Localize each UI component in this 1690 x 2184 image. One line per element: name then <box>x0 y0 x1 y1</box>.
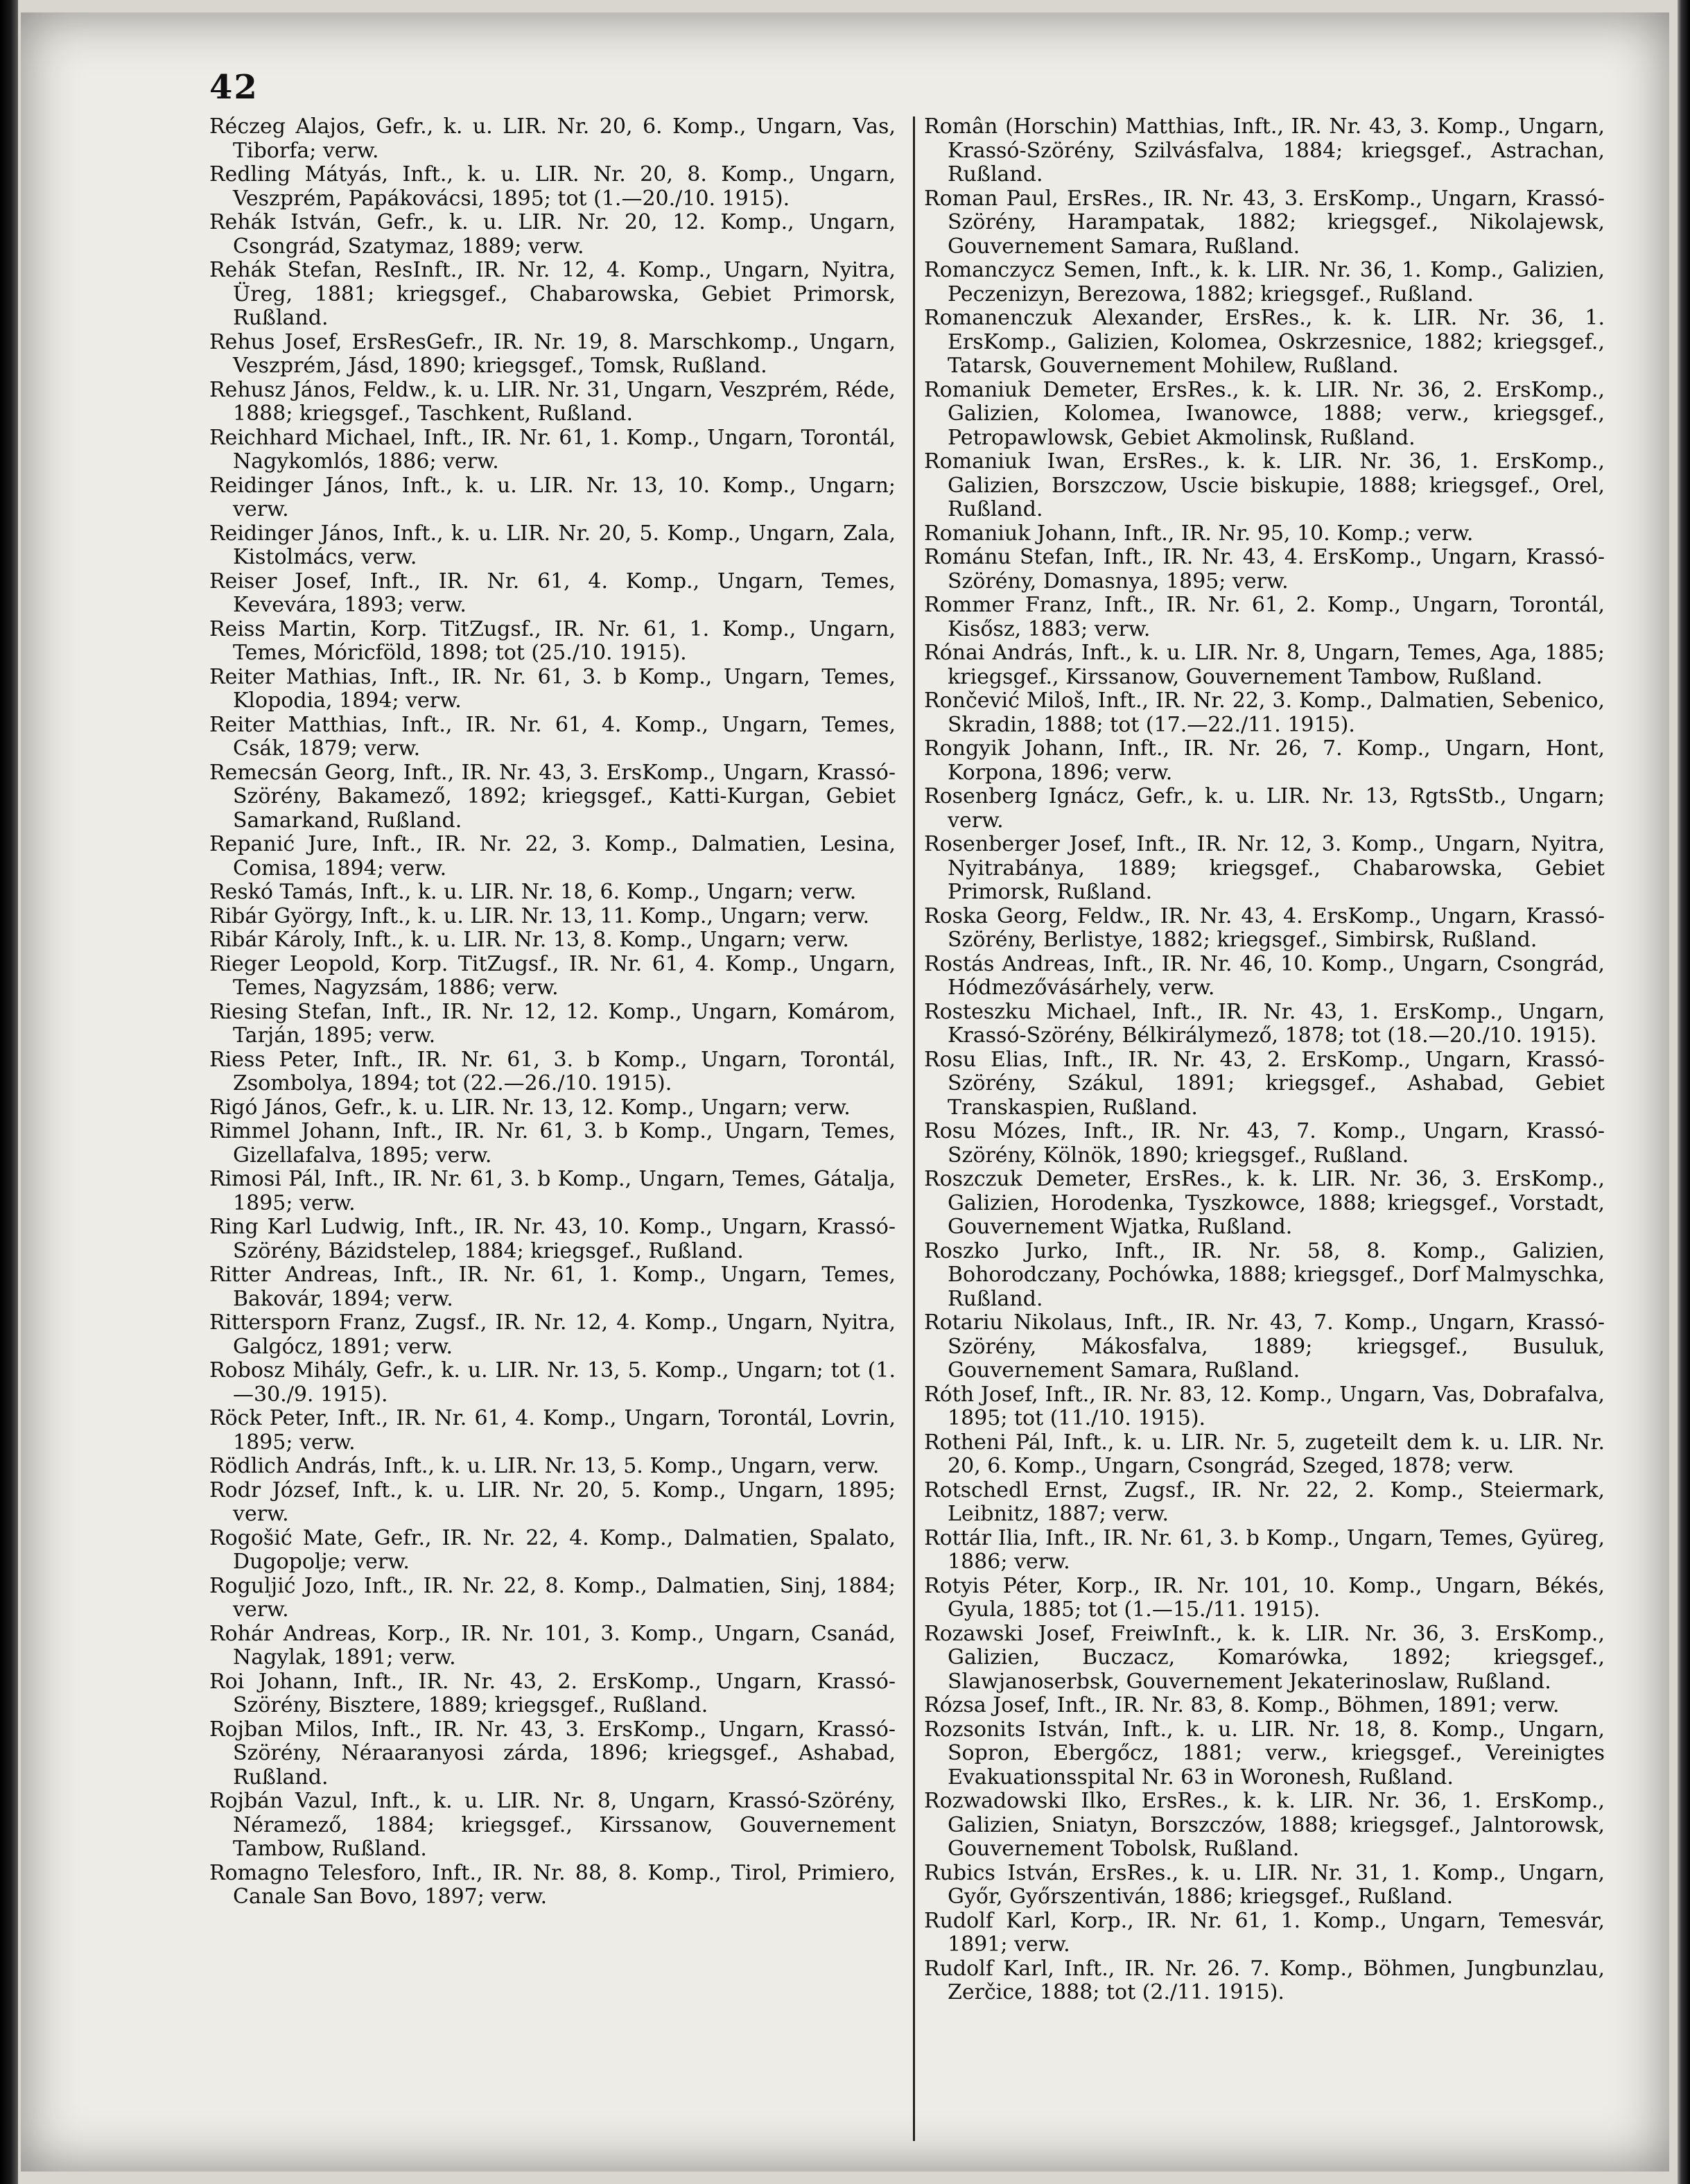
register-entry: Romanenczuk Alexander, ErsRes., k. k. LIR. Nr. 36, 1. ErsKomp., Galizien, Kolomea, Oskrzesnice, 1882; kriegsgef., Tatarsk, Gouvernement Mohilew, Rußland. <box>924 306 1605 378</box>
register-entry: Rohár Andreas, Korp., IR. Nr. 101, 3. Komp., Ungarn, Csanád, Nagylak, 1891; verw. <box>209 1621 896 1670</box>
register-entry: Rónai András, Inft., k. u. LIR. Nr. 8, Ungarn, Temes, Aga, 1885; kriegsgef., Kirssanow, Gouvernement Tambow, Rußland. <box>924 641 1605 689</box>
register-entry: Rončević Miloš, Inft., IR. Nr. 22, 3. Komp., Dalmatien, Sebenico, Skradin, 1888; tot (17.—22./11. 1915). <box>924 688 1605 737</box>
register-entry: Rosu Elias, Inft., IR. Nr. 43, 2. ErsKomp., Ungarn, Krassó-Szörény, Szákul, 1891; kriegsgef., Ashabad, Gebiet Transkaspien, Rußland. <box>924 1047 1605 1120</box>
register-entry: Roi Johann, Inft., IR. Nr. 43, 2. ErsKomp., Ungarn, Krassó-Szörény, Bisztere, 1889; kriegsgef., Rußland. <box>209 1669 896 1717</box>
register-entry: Rudolf Karl, Inft., IR. Nr. 26. 7. Komp., Böhmen, Jungbunzlau, Zerčice, 1888; tot (2./11. 1915). <box>924 1956 1605 2004</box>
register-entry: Rosenberger Josef, Inft., IR. Nr. 12, 3. Komp., Ungarn, Nyitra, Nyitrabánya, 1889; kriegsgef., Chabarowska, Gebiet Primorsk, Rußland. <box>924 832 1605 904</box>
register-entry: Rudolf Karl, Korp., IR. Nr. 61, 1. Komp., Ungarn, Temesvár, 1891; verw. <box>924 1908 1605 1957</box>
register-entry: Röck Peter, Inft., IR. Nr. 61, 4. Komp., Ungarn, Torontál, Lovrin, 1895; verw. <box>209 1406 896 1455</box>
register-entry: Ribár Károly, Inft., k. u. LIR. Nr. 13, 8. Komp., Ungarn; verw. <box>209 928 849 952</box>
register-entry: Repanić Jure, Inft., IR. Nr. 22, 3. Komp., Dalmatien, Lesina, Comisa, 1894; verw. <box>209 832 896 881</box>
register-entry: Rozawski Josef, FreiwInft., k. k. LIR. Nr. 36, 3. ErsKomp., Galizien, Buczacz, Komarówka, 1892; kriegsgef., Slawjanoserbsk, Gouvernement Jekaterinoslaw, Rußland. <box>924 1621 1605 1694</box>
right-column <box>924 115 1605 2005</box>
register-entry: Rosenberg Ignácz, Gefr., k. u. LIR. Nr. 13, RgtsStb., Ungarn; verw. <box>924 784 1605 833</box>
register-entry: Roman Paul, ErsRes., IR. Nr. 43, 3. ErsKomp., Ungarn, Krassó-Szörény, Harampatak, 1882; kriegsgef., Nikolajewsk, Gouvernement Samara, Rußland. <box>924 186 1605 259</box>
register-entry: Rogošić Mate, Gefr., IR. Nr. 22, 4. Komp., Dalmatien, Spalato, Dugopolje; verw. <box>209 1525 896 1574</box>
book-spine-shadow <box>0 0 18 2184</box>
register-entry: Ribár György, Inft., k. u. LIR. Nr. 13, 11. Komp., Ungarn; verw. <box>209 903 870 928</box>
register-entry: Reiter Mathias, Inft., IR. Nr. 61, 3. b Komp., Ungarn, Temes, Klopodia, 1894; verw. <box>209 664 896 713</box>
register-entry: Reskó Tamás, Inft., k. u. LIR. Nr. 18, 6. Komp., Ungarn; verw. <box>209 880 857 904</box>
register-entry: Rottár Ilia, Inft., IR. Nr. 61, 3. b Komp., Ungarn, Temes, Gyüreg, 1886; verw. <box>924 1525 1605 1574</box>
register-entry: Rubics István, ErsRes., k. u. LIR. Nr. 31, 1. Komp., Ungarn, Győr, Győrszentiván, 1886; kriegsgef., Rußland. <box>924 1860 1605 1909</box>
register-entry: Rieger Leopold, Korp. TitZugsf., IR. Nr. 61, 4. Komp., Ungarn, Temes, Nagyzsám, 1886; verw. <box>209 951 896 1000</box>
register-entry: Reidinger János, Inft., k. u. LIR. Nr. 13, 10. Komp., Ungarn; verw. <box>209 473 896 521</box>
register-entry: Rodr József, Inft., k. u. LIR. Nr. 20, 5. Komp., Ungarn, 1895; verw. <box>209 1477 896 1526</box>
page-edge-shadow <box>1678 0 1690 2184</box>
register-entry: Riess Peter, Inft., IR. Nr. 61, 3. b Komp., Ungarn, Torontál, Zsombolya, 1894; tot (22.—26./10. 1915). <box>209 1047 896 1095</box>
register-entry: Riesing Stefan, Inft., IR. Nr. 12, 12. Komp., Ungarn, Komárom, Tarján, 1895; verw. <box>209 999 896 1048</box>
register-entry: Reiter Matthias, Inft., IR. Nr. 61, 4. Komp., Ungarn, Temes, Csák, 1879; verw. <box>209 712 896 761</box>
register-entry: Robosz Mihály, Gefr., k. u. LIR. Nr. 13, 5. Komp., Ungarn; tot (1.—30./9. 1915). <box>209 1358 896 1407</box>
register-entry: Rongyik Johann, Inft., IR. Nr. 26, 7. Komp., Ungarn, Hont, Korpona, 1896; verw. <box>924 736 1605 785</box>
register-entry: Rosu Mózes, Inft., IR. Nr. 43, 7. Komp., Ungarn, Krassó-Szörény, Kölnök, 1890; kriegsgef., Rußland. <box>924 1119 1605 1168</box>
register-entry: Roguljić Jozo, Inft., IR. Nr. 22, 8. Komp., Dalmatien, Sinj, 1884; verw. <box>209 1573 896 1622</box>
register-entry: Róth Josef, Inft., IR. Nr. 83, 12. Komp., Ungarn, Vas, Dobrafalva, 1895; tot (11./10. 1915). <box>924 1382 1605 1430</box>
register-entry: Ritter Andreas, Inft., IR. Nr. 61, 1. Komp., Ungarn, Temes, Bakovár, 1894; verw. <box>209 1263 896 1311</box>
page-sheet <box>21 12 1669 2172</box>
register-entry: Rödlich András, Inft., k. u. LIR. Nr. 13, 5. Komp., Ungarn, verw. <box>209 1454 880 1478</box>
register-entry: Romaniuk Demeter, ErsRes., k. k. LIR. Nr. 36, 2. ErsKomp., Galizien, Kolomea, Iwanowce, 1888; verw., kriegsgef., Petropawlowsk, Gebiet Akmolinsk, Rußland. <box>924 377 1605 450</box>
register-entry: Rózsa Josef, Inft., IR. Nr. 83, 8. Komp., Böhmen, 1891; verw. <box>924 1693 1560 1717</box>
register-entry: Rigó János, Gefr., k. u. LIR. Nr. 13, 12. Komp., Ungarn; verw. <box>209 1095 851 1120</box>
register-entry: Réczeg Alajos, Gefr., k. u. LIR. Nr. 20, 6. Komp., Ungarn, Vas, Tiborfa; verw. <box>209 114 896 163</box>
register-entry: Rotyis Péter, Korp., IR. Nr. 101, 10. Komp., Ungarn, Békés, Gyula, 1885; tot (1.—15./11. 1915). <box>924 1573 1605 1622</box>
register-entry: Rehák Stefan, ResInft., IR. Nr. 12, 4. Komp., Ungarn, Nyitra, Üreg, 1881; kriegsgef., Chabarowska, Gebiet Primorsk, Rußland. <box>209 258 896 330</box>
register-entry: Rotariu Nikolaus, Inft., IR. Nr. 43, 7. Komp., Ungarn, Krassó-Szörény, Mákosfalva, 1889; kriegsgef., Busuluk, Gouvernement Samara, Rußland. <box>924 1310 1605 1383</box>
register-entry: Románu Stefan, Inft., IR. Nr. 43, 4. ErsKomp., Ungarn, Krassó-Szörény, Domasnya, 1895; verw. <box>924 545 1605 593</box>
register-entry: Ring Karl Ludwig, Inft., IR. Nr. 43, 10. Komp., Ungarn, Krassó-Szörény, Bázidstelep, 1884; kriegsgef., Rußland. <box>209 1215 896 1263</box>
register-entry: Rojban Milos, Inft., IR. Nr. 43, 3. ErsKomp., Ungarn, Krassó-Szörény, Néraaranyosi zárda, 1896; kriegsgef., Ashabad, Rußland. <box>209 1717 896 1789</box>
register-entry: Reidinger János, Inft., k. u. LIR. Nr. 20, 5. Komp., Ungarn, Zala, Kistolmács, verw. <box>209 521 896 569</box>
register-entry: Roska Georg, Feldw., IR. Nr. 43, 4. ErsKomp., Ungarn, Krassó-Szörény, Berlistye, 1882; kriegsgef., Simbirsk, Rußland. <box>924 903 1605 952</box>
column-divider <box>913 116 915 2141</box>
register-entry: Reiser Josef, Inft., IR. Nr. 61, 4. Komp., Ungarn, Temes, Kevevára, 1893; verw. <box>209 569 896 617</box>
page-number: 42 <box>209 68 259 107</box>
register-entry: Redling Mátyás, Inft., k. u. LIR. Nr. 20, 8. Komp., Ungarn, Veszprém, Papákovácsi, 1895; tot (1.—20./10. 1915). <box>209 162 896 211</box>
register-entry: Rimosi Pál, Inft., IR. Nr. 61, 3. b Komp., Ungarn, Temes, Gátalja, 1895; verw. <box>209 1167 896 1215</box>
register-entry: Romaniuk Johann, Inft., IR. Nr. 95, 10. Komp.; verw. <box>924 521 1474 546</box>
register-entry: Rehusz János, Feldw., k. u. LIR. Nr. 31, Ungarn, Veszprém, Réde, 1888; kriegsgef., Taschkent, Rußland. <box>209 377 896 426</box>
register-entry: Rojbán Vazul, Inft., k. u. LIR. Nr. 8, Ungarn, Krassó-Szörény, Néramező, 1884; kriegsgef., Kirssanow, Gouvernement Tambow, Rußland. <box>209 1789 896 1861</box>
register-entry: Rehák István, Gefr., k. u. LIR. Nr. 20, 12. Komp., Ungarn, Csongrád, Szatymaz, 1889; verw. <box>209 210 896 259</box>
register-entry: Romagno Telesforo, Inft., IR. Nr. 88, 8. Komp., Tirol, Primiero, Canale San Bovo, 1897; verw. <box>209 1860 896 1909</box>
register-entry: Romanczycz Semen, Inft., k. k. LIR. Nr. 36, 1. Komp., Galizien, Peczenizyn, Berezowa, 1882; kriegsgef., Rußland. <box>924 258 1605 306</box>
register-entry: Rotheni Pál, Inft., k. u. LIR. Nr. 5, zugeteilt dem k. u. LIR. Nr. 20, 6. Komp., Ungarn, Csongrád, Szeged, 1878; verw. <box>924 1430 1605 1478</box>
register-entry: Român (Horschin) Matthias, Inft., IR. Nr. 43, 3. Komp., Ungarn, Krassó-Szörény, Szilvásfalva, 1884; kriegsgef., Astrachan, Rußland. <box>924 114 1605 187</box>
register-entry: Reiss Martin, Korp. TitZugsf., IR. Nr. 61, 1. Komp., Ungarn, Temes, Móricföld, 1898; tot (25./10. 1915). <box>209 616 896 665</box>
register-entry: Roszczuk Demeter, ErsRes., k. k. LIR. Nr. 36, 3. ErsKomp., Galizien, Horodenka, Tyszkowce, 1888; kriegsgef., Vorstadt, Gouvernement Wjatka, Rußland. <box>924 1167 1605 1239</box>
register-entry: Rozwadowski Ilko, ErsRes., k. k. LIR. Nr. 36, 1. ErsKomp., Galizien, Sniatyn, Borszczów, 1888; kriegsgef., Jalntorowsk, Gouvernement Tobolsk, Rußland. <box>924 1789 1605 1861</box>
register-entry: Rotschedl Ernst, Zugsf., IR. Nr. 22, 2. Komp., Steiermark, Leibnitz, 1887; verw. <box>924 1477 1605 1526</box>
register-entry: Rommer Franz, Inft., IR. Nr. 61, 2. Komp., Ungarn, Torontál, Kisősz, 1883; verw. <box>924 593 1605 641</box>
register-entry: Rosteszku Michael, Inft., IR. Nr. 43, 1. ErsKomp., Ungarn, Krassó-Szörény, Bélkirálymező, 1878; tot (18.—20./10. 1915). <box>924 999 1605 1048</box>
register-entry: Rozsonits István, Inft., k. u. LIR. Nr. 18, 8. Komp., Ungarn, Sopron, Ebergőcz, 1881; verw., kriegsgef., Vereinigtes Evakuationsspital Nr. 63 in Woronesh, Rußland. <box>924 1717 1605 1789</box>
register-entry: Remecsán Georg, Inft., IR. Nr. 43, 3. ErsKomp., Ungarn, Krassó-Szörény, Bakamező, 1892; kriegsgef., Katti-Kurgan, Gebiet Samarkand, Rußland. <box>209 760 896 833</box>
register-entry: Reichhard Michael, Inft., IR. Nr. 61, 1. Komp., Ungarn, Torontál, Nagykomlós, 1886; verw. <box>209 425 896 474</box>
register-entry: Rittersporn Franz, Zugsf., IR. Nr. 12, 4. Komp., Ungarn, Nyitra, Galgócz, 1891; verw. <box>209 1310 896 1359</box>
left-column <box>209 115 896 1909</box>
register-entry: Rehus Josef, ErsResGefr., IR. Nr. 19, 8. Marschkomp., Ungarn, Veszprém, Jásd, 1890; kriegsgef., Tomsk, Rußland. <box>209 329 896 378</box>
register-entry: Roszko Jurko, Inft., IR. Nr. 58, 8. Komp., Galizien, Bohorodczany, Pochówka, 1888; kriegsgef., Dorf Malmyschka, Rußland. <box>924 1238 1605 1311</box>
register-entry: Rostás Andreas, Inft., IR. Nr. 46, 10. Komp., Ungarn, Csongrád, Hódmezővásárhely, verw. <box>924 951 1605 1000</box>
register-entry: Rimmel Johann, Inft., IR. Nr. 61, 3. b Komp., Ungarn, Temes, Gizellafalva, 1895; verw. <box>209 1119 896 1168</box>
register-entry: Romaniuk Iwan, ErsRes., k. k. LIR. Nr. 36, 1. ErsKomp., Galizien, Borszczow, Uscie biskupie, 1888; kriegsgef., Orel, Rußland. <box>924 449 1605 521</box>
